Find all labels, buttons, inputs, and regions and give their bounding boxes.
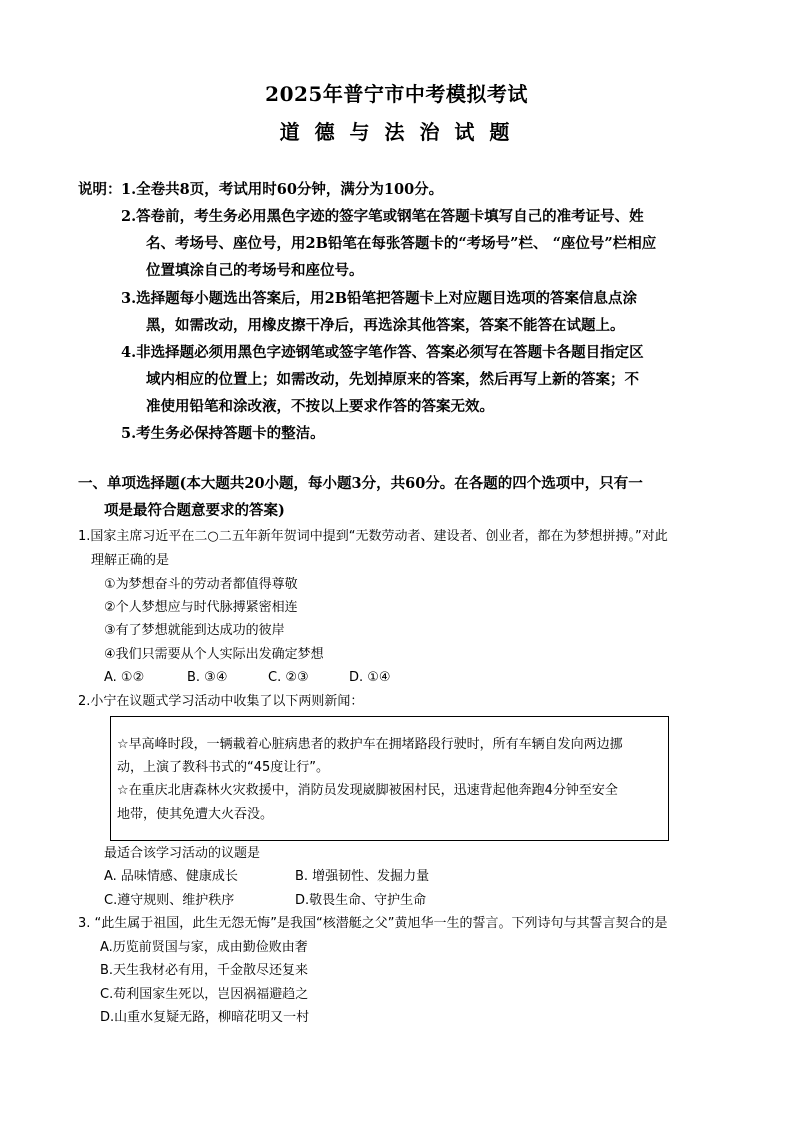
question-1-option-d: D. ①④	[349, 670, 391, 685]
question-2-news-1-line-2: 动，上演了教科书式的“45度让行”。	[117, 760, 330, 775]
question-2-news-1-line-1: ☆早高峰时段，一辆載着心脏病患者的救护车在拥堵路段行驶时，所有车辆自发向两边挪	[117, 737, 623, 752]
instruction-item-4-line-3: 准使用铅笔和涂改液，不按以上要求作答的答案无效。	[146, 398, 494, 415]
question-1-option-c: C. ②③	[268, 670, 309, 685]
question-1-stem-line-2: 理解正确的是	[91, 553, 170, 568]
instruction-item-5: 5.考生务必保持答题卡的整洁。	[121, 425, 325, 442]
instruction-item-2-line-2: 名、考场号、座位号，用2B铅笔在每张答题卡的“考场号”栏、 “座位号”栏相应	[146, 235, 657, 252]
question-2-option-a: A. 品味情感、健康成长	[104, 869, 238, 884]
question-1-statement-4: ④我们只需要从个人实际出发确定梦想	[104, 647, 324, 662]
exam-title: 2025年普宁市中考模拟考试	[265, 82, 528, 106]
instruction-item-2-line-1: 2.答卷前，考生务必用黑色字迹的签字笔或钢笔在答题卡填写自己的准考证号、姓	[121, 208, 644, 225]
question-1-stem-line-1: 1.国家主席习近平在二○二五年新年贺词中提到“无数劳动者、建设者、创业者，都在为梦想拼搏。”对此	[78, 529, 668, 544]
question-2-prompt: 最适合该学习活动的议题是	[104, 846, 261, 861]
instruction-item-2-line-3: 位置填涂自己的考场号和座位号。	[146, 262, 364, 279]
question-1-option-b: B. ③④	[187, 670, 228, 685]
section-1-heading-line-2: 项是最符合题意要求的答案)	[104, 502, 285, 519]
question-2-news-box	[110, 716, 669, 841]
question-3-option-c: C.苟利国家生死以，岂因祸福避趋之	[100, 987, 309, 1002]
question-1-statement-3: ③有了梦想就能到达成功的彼岸	[104, 623, 285, 638]
question-3-option-d: D.山重水复疑无路，柳暗花明又一村	[100, 1010, 310, 1025]
question-3-option-a: A.历览前贤国与家，成由勤俭败由奢	[100, 940, 308, 955]
instruction-item-4-line-1: 4.非选择题必须用黑色字迹钢笔或签字笔作答、答案必须写在答题卡各题目指定区	[121, 344, 644, 361]
instructions-label: 说明：	[78, 181, 122, 198]
question-2-news-2-line-2: 地带，使其免遭大火吞没。	[117, 807, 274, 822]
question-3-stem: 3. “此生属于祖国，此生无怨无悔”是我国“核潜艇之父”黄旭华一生的誓言。下列诗句与其誓言契合的是	[78, 916, 668, 931]
instruction-item-3-line-1: 3.选择题每小题选出答案后，用2B铅笔把答题卡上对应题目选项的答案信息点涂	[121, 290, 637, 307]
question-2-news-2-line-1: ☆在重庆北唐森林火灾救援中，消防员发现崴脚被困村民，迅速背起他奔跑4分钟至安全	[117, 783, 618, 798]
instruction-item-4-line-2: 域内相应的位置上；如需改动，先划掉原来的答案，然后再写上新的答案；不	[146, 371, 639, 388]
question-2-option-c: C.遵守规则、维护秩序	[104, 893, 235, 908]
question-1-option-a: A. ①②	[104, 670, 145, 685]
question-1-statement-2: ②个人梦想应与时代脉搏紧密相连	[104, 600, 298, 615]
instruction-item-1: 1.全卷共8页，考试用时60分钟，满分为100分。	[121, 181, 444, 198]
exam-subject-title: 道 德 与 法 治 试 题	[279, 120, 514, 144]
question-2-option-b: B. 增强韧性、发掘力量	[295, 869, 430, 884]
section-1-heading-line-1: 一、单项选择题(本大题共20小题，每小题3分，共60分。在各题的四个选项中，只有一	[78, 475, 643, 492]
question-2-option-d: D.敬畏生命、守护生命	[295, 893, 427, 908]
question-1-statement-1: ①为梦想奋斗的劳动者都值得尊敬	[104, 577, 298, 592]
question-3-option-b: B.天生我材必有用，千金散尽还复来	[100, 963, 309, 978]
instruction-item-3-line-2: 黑，如需改动，用橡皮擦干净后，再选涂其他答案，答案不能答在试题上。	[146, 317, 625, 334]
question-2-stem: 2.小宁在议题式学习活动中收集了以下两则新闻：	[78, 694, 364, 709]
